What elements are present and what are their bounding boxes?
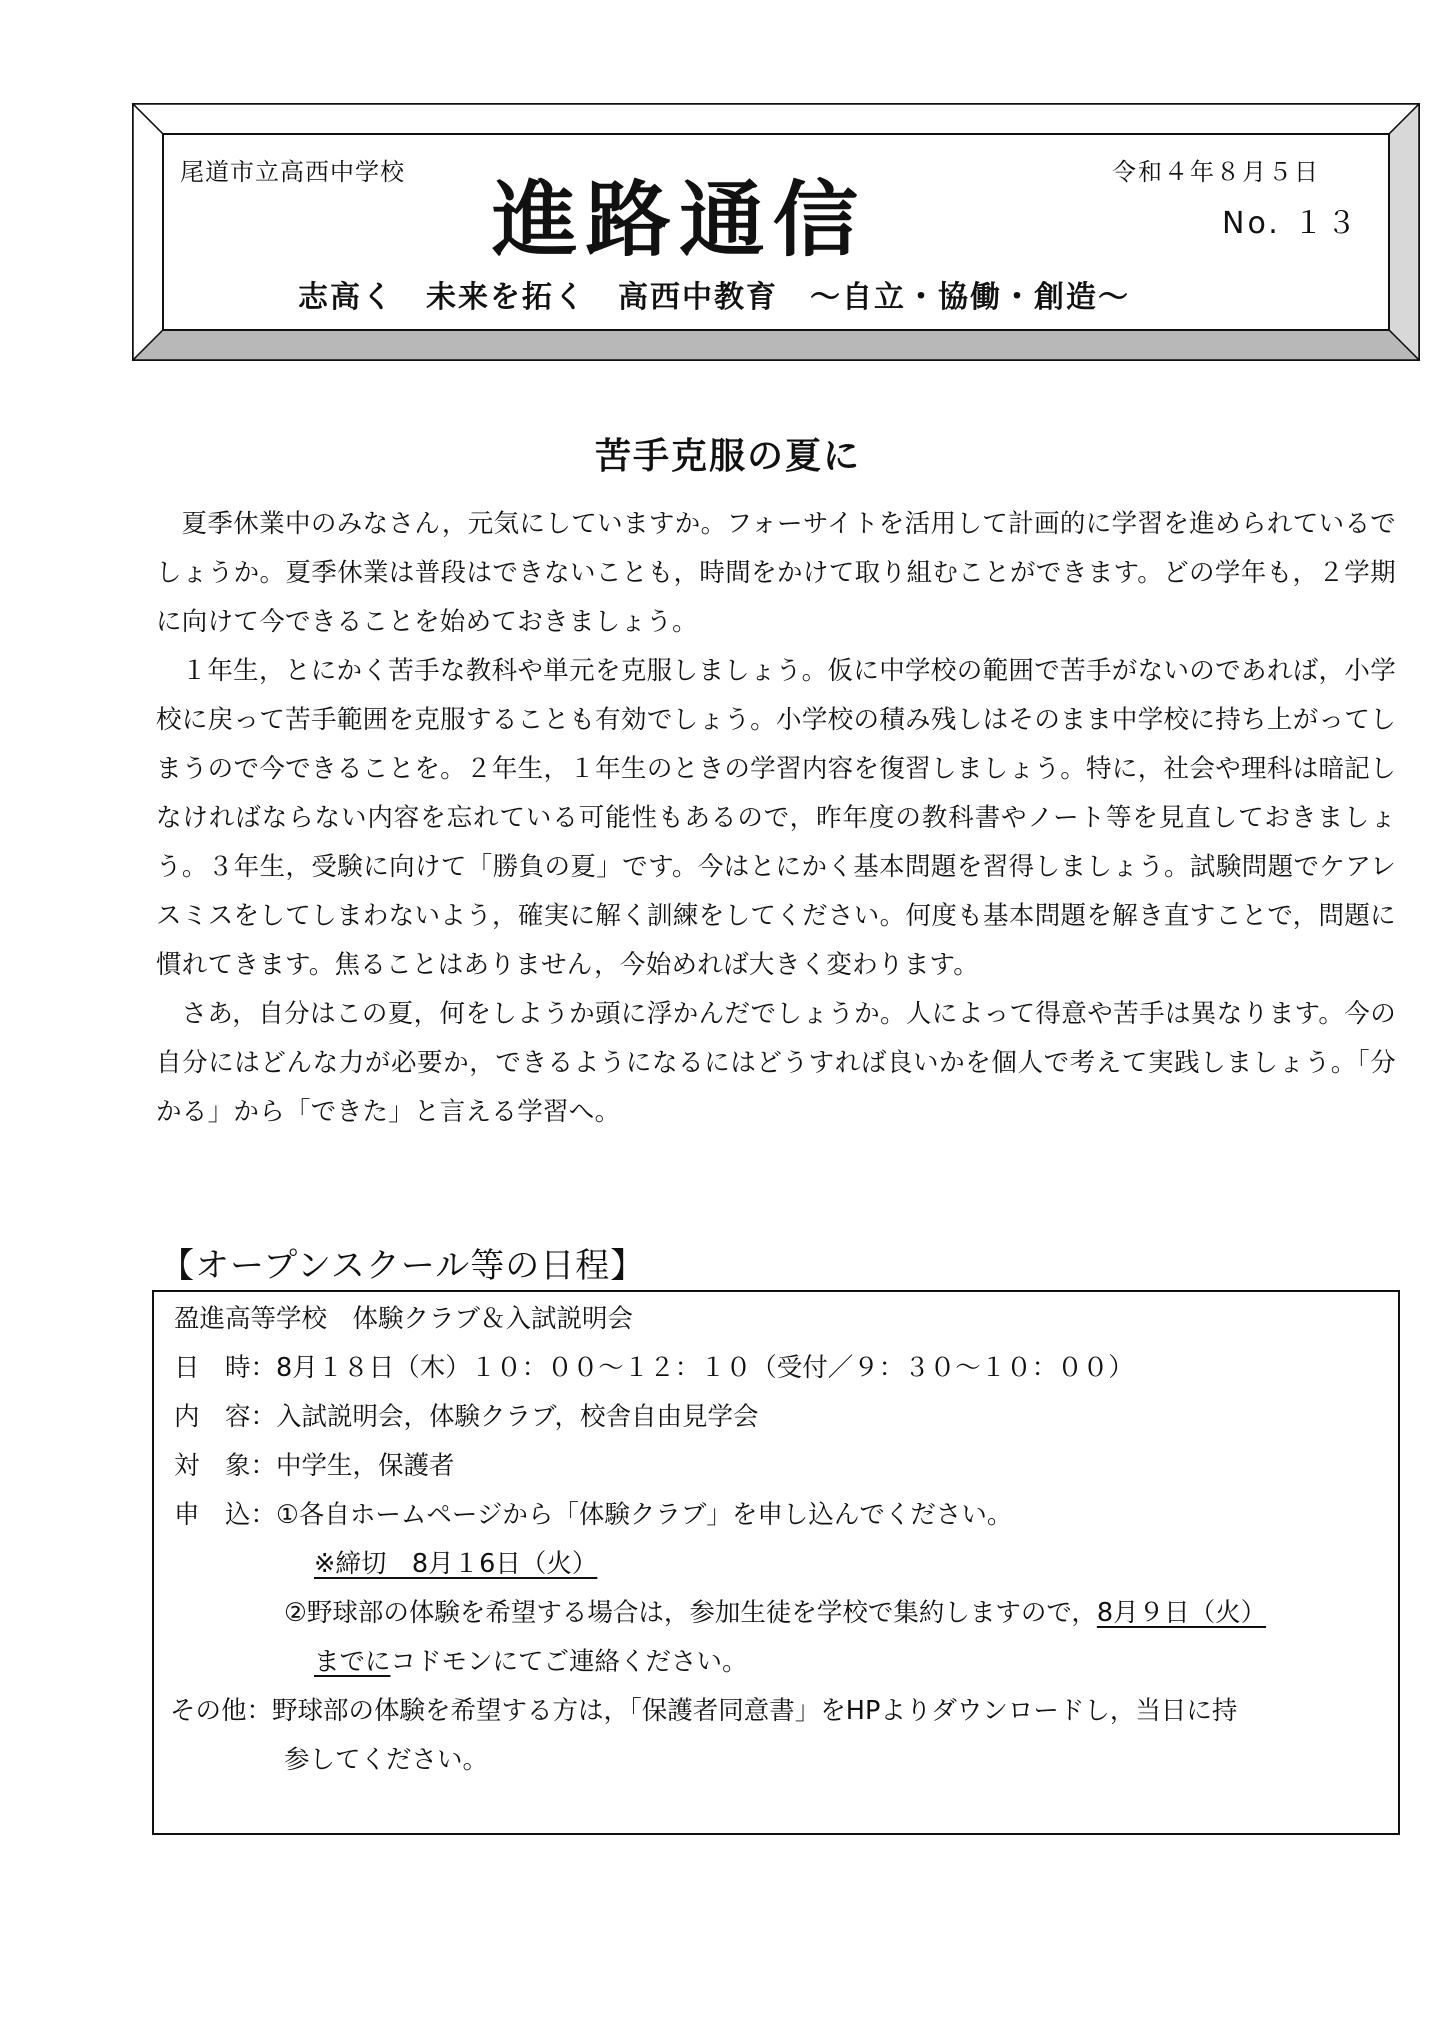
- schedule-box: [152, 1290, 1400, 1835]
- paragraph-3: さあ，自分はこの夏，何をしようか頭に浮かんだでしょうか。人によって得意や苦手は異なります。今の自分にはどんな力が必要か，できるようになるにはどうすれば良いかを個人で考えて実践しましょう。「分かる」から「できた」と言える学習へ。: [156, 999, 1396, 1127]
- datetime-value: 8月１８日（木）１０：００～１２：１０（受付／９：３０～１０：００）: [276, 1353, 1134, 1383]
- content-label: 内 容：: [174, 1402, 277, 1432]
- apply-label: 申 込：: [174, 1500, 277, 1530]
- schedule-heading: 【オープンスクール等の日程】: [160, 1246, 646, 1286]
- datetime-row: [174, 1344, 1134, 1393]
- other-row: [170, 1687, 1237, 1736]
- content-row: [174, 1393, 758, 1442]
- issue-date: 令和４年８月５日: [1112, 158, 1320, 186]
- article-body: [156, 500, 1396, 1137]
- newsletter-title: 進路通信: [492, 173, 867, 268]
- apply-step-2-date: 8月９日（火）: [1096, 1598, 1267, 1628]
- datetime-label: 日 時：: [174, 1353, 277, 1383]
- apply-row: [174, 1491, 1012, 1540]
- paragraph-2: １年生，とにかく苦手な教科や単元を克服しましょう。仮に中学校の範囲で苦手がないのであれば，小学校に戻って苦手範囲を克服することも有効でしょう。小学校の積み残しはそのまま中学校に持ち上がってしまうので今できることを。２年生，１年生のときの学習内容を復習しましょう。特に，社会や理科は暗記しなければならない内容を忘れている可能性もあるので，昨年度の教科書やノート等を見直しておきましょう。３年生，受験に向けて「勝負の夏」です。今はとにかく基本問題を習得しましょう。試験問題でケアレスミスをしてしまわないよう，確実に解く訓練をしてください。何度も基本問題を解き直すことで，問題に慣れてきます。焦ることはありません，今始めれば大きく変わります。: [156, 656, 1396, 980]
- issue-number: No. １３: [1222, 206, 1360, 241]
- deadline: ※締切 8月１6日（火）: [314, 1549, 598, 1579]
- other-label: その他：: [170, 1696, 273, 1726]
- apply-step-2-until: までに: [314, 1647, 391, 1677]
- target-row: [174, 1442, 455, 1491]
- slogan: 志高く 未来を拓く 高西中教育 ～自立・協働・創造～: [298, 280, 1130, 315]
- school-name: 尾道市立高西中学校: [180, 158, 405, 186]
- apply-step-2: [284, 1589, 1266, 1638]
- target-label: 対 象：: [174, 1451, 277, 1481]
- apply-step-2-post: コドモンにてご連絡ください。: [390, 1647, 748, 1677]
- content-value: 入試説明会，体験クラブ，校舎自由見学会: [276, 1402, 759, 1432]
- other-text-2: 参してください。: [284, 1745, 489, 1775]
- apply-step-2-cont: [314, 1638, 748, 1687]
- other-text-1: 野球部の体験を希望する方は，「保護者同意書」をHPよりダウンロードし，当日に持: [272, 1696, 1238, 1726]
- event-name: 盈進高等学校 体験クラブ＆入試説明会: [174, 1304, 634, 1334]
- paragraph-1: 夏季休業中のみなさん，元気にしていますか。フォーサイトを活用して計画的に学習を進められているでしょうか。夏季休業は普段はできないことも，時間をかけて取り組むことができます。どの学年も，２学期に向けて今できることを始めておきましょう。: [156, 509, 1396, 637]
- apply-step-1: ①各自ホームページから「体験クラブ」を申し込んでください。: [276, 1500, 1013, 1530]
- target-value: 中学生，保護者: [276, 1451, 455, 1481]
- apply-step-2-text: ②野球部の体験を希望する場合は，参加生徒を学校で集約しますので，: [284, 1598, 1097, 1628]
- article-title: 苦手克服の夏に: [594, 436, 861, 477]
